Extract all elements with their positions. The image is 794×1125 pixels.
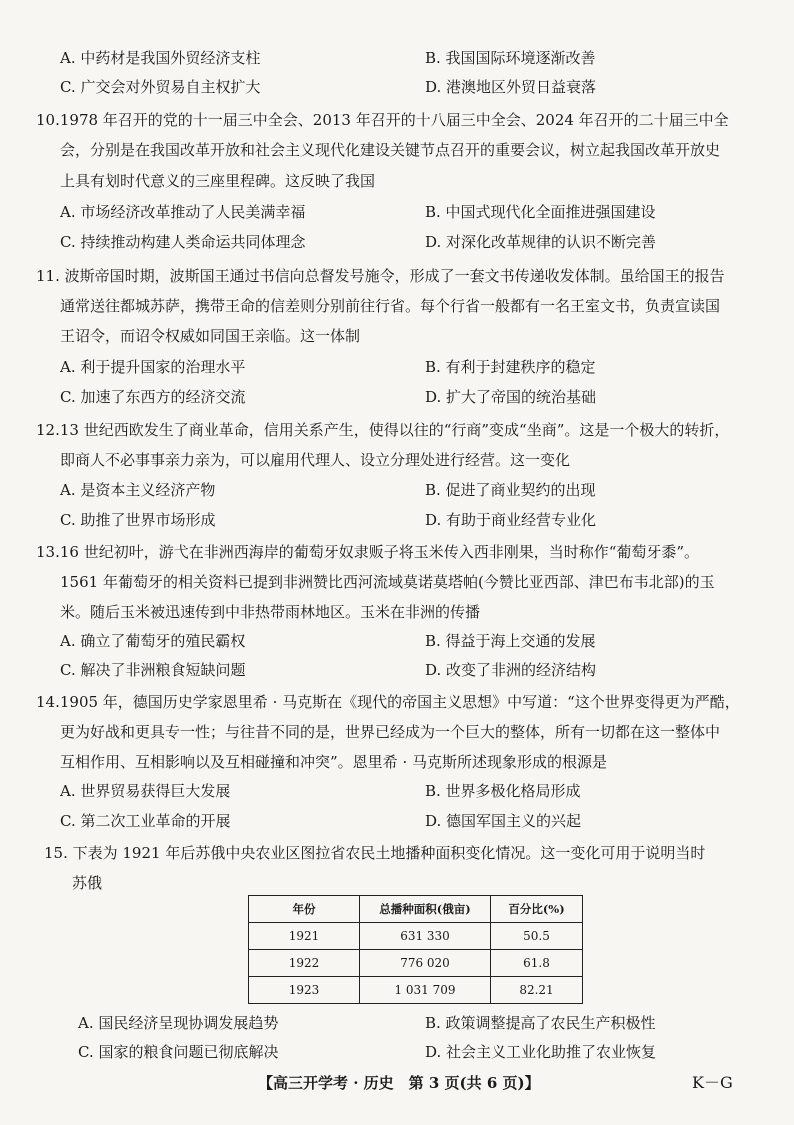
q12-option-a: A. 是资本主义经济产物 — [60, 481, 216, 499]
q14-stem-line3: 互相作用、互相影响以及互相碰撞和冲突”。恩里希 · 马克斯所述现象形成的根源是 — [60, 753, 607, 771]
q12-option-c: C. 助推了世界市场形成 — [60, 511, 216, 529]
sowing-area-table — [248, 895, 583, 1004]
table-cell-year: 1922 — [249, 950, 360, 977]
table-cell-year: 1921 — [249, 923, 360, 950]
q10-option-d: D. 对深化改革规律的认识不断完善 — [425, 233, 657, 251]
q13-stem-line1: 13.16 世纪初叶，游弋在非洲西海岸的葡萄牙奴隶贩子将玉米传入西非刚果，当时称作“葡萄牙黍”。 — [36, 543, 700, 561]
q11-option-d: D. 扩大了帝国的统治基础 — [425, 388, 597, 406]
q15-option-b: B. 政策调整提高了农民生产积极性 — [425, 1014, 656, 1032]
table-cell-percent: 50.5 — [491, 923, 583, 950]
q15-option-d: D. 社会主义工业化助推了农业恢复 — [425, 1043, 657, 1061]
table-cell-percent: 61.8 — [491, 950, 583, 977]
table-header-row — [249, 896, 583, 923]
q14-option-b: B. 世界多极化格局形成 — [425, 782, 581, 800]
q13-stem-line3: 米。随后玉米被迅速传到中非热带雨林地区。玉米在非洲的传播 — [60, 603, 481, 621]
q9-option-c: C. 广交会对外贸易自主权扩大 — [60, 78, 261, 96]
table-cell-area: 1 031 709 — [360, 977, 491, 1004]
table-row — [249, 977, 583, 1004]
q13-stem-line2: 1561 年葡萄牙的相关资料已提到非洲赞比西河流域莫诺莫塔帕(今赞比亚西部、津巴布韦北部)的玉 — [60, 573, 715, 591]
q13-option-c: C. 解决了非洲粮食短缺问题 — [60, 661, 246, 679]
q12-option-d: D. 有助于商业经营专业化 — [425, 511, 597, 529]
table-header-percent: 百分比(%) — [491, 896, 583, 923]
q12-option-b: B. 促进了商业契约的出现 — [425, 481, 596, 499]
q10-stem-line2: 会，分别是在我国改革开放和社会主义现代化建设关键节点召开的重要会议，树立起我国改革开放史 — [60, 141, 721, 159]
q15-stem-line2: 苏俄 — [72, 874, 103, 892]
table-cell-percent: 82.21 — [491, 977, 583, 1004]
q14-stem-line2: 更为好战和更具专一性；与往昔不同的是，世界已经成为一个巨大的整体，所有一切都在这一整体中 — [60, 723, 721, 741]
q14-option-d: D. 德国军国主义的兴起 — [425, 812, 582, 830]
paper-code: K－G — [692, 1073, 733, 1092]
table-row — [249, 923, 583, 950]
q13-option-a: A. 确立了葡萄牙的殖民霸权 — [60, 632, 246, 650]
q10-stem-line1: 10.1978 年召开的党的十一届三中全会、2013 年召开的十八届三中全会、2024 年召开的二十届三中全 — [36, 111, 729, 129]
q10-option-c: C. 持续推动构建人类命运共同体理念 — [60, 233, 306, 251]
q15-stem-line1: 15. 下表为 1921 年后苏俄中央农业区图拉省农民土地播种面积变化情况。这一变化可用于说明当时 — [44, 844, 706, 862]
q11-option-b: B. 有利于封建秩序的稳定 — [425, 358, 596, 376]
q9-option-d: D. 港澳地区外贸日益衰落 — [425, 78, 597, 96]
q11-option-a: A. 利于提升国家的治理水平 — [60, 358, 246, 376]
table-cell-area: 776 020 — [360, 950, 491, 977]
q9-option-b: B. 我国国际环境逐渐改善 — [425, 49, 596, 67]
q13-option-b: B. 得益于海上交通的发展 — [425, 632, 596, 650]
q12-stem-line1: 12.13 世纪西欧发生了商业革命，信用关系产生，使得以往的“行商”变成“坐商”。这是一个极大的转折， — [36, 421, 730, 439]
table-cell-year: 1923 — [249, 977, 360, 1004]
table-header-year: 年份 — [249, 896, 360, 923]
q15-option-c: C. 国家的粮食问题已彻底解决 — [78, 1043, 279, 1061]
table-header-area: 总播种面积(俄亩) — [360, 896, 491, 923]
q9-option-a: A. 中药材是我国外贸经济支柱 — [60, 49, 261, 67]
q11-stem-line3: 王诏令，而诏令权威如同国王亲临。这一体制 — [60, 327, 361, 345]
q13-option-d: D. 改变了非洲的经济结构 — [425, 661, 597, 679]
table-cell-area: 631 330 — [360, 923, 491, 950]
q15-option-a: A. 国民经济呈现协调发展趋势 — [78, 1014, 279, 1032]
q10-stem-line3: 上具有划时代意义的三座里程碑。这反映了我国 — [60, 172, 376, 190]
q10-option-a: A. 市场经济改革推动了人民美满幸福 — [60, 203, 306, 221]
page-footer: 【高三开学考 · 历史 第 3 页(共 6 页)】 — [258, 1074, 540, 1092]
q11-stem-line2: 通常送往都城苏萨，携带王命的信差则分别前往行省。每个行省一般都有一名王室文书，负责宣读国 — [60, 297, 721, 315]
q14-stem-line1: 14.1905 年，德国历史学家恩里希 · 马克斯在《现代的帝国主义思想》中写道：“这个世界变得更为严酷， — [36, 693, 740, 711]
q12-stem-line2: 即商人不必事事亲力亲为，可以雇用代理人、设立分理处进行经营。这一变化 — [60, 451, 571, 469]
table-row — [249, 950, 583, 977]
q10-option-b: B. 中国式现代化全面推进强国建设 — [425, 203, 656, 221]
q14-option-a: A. 世界贸易获得巨大发展 — [60, 782, 231, 800]
q11-stem-line1: 11. 波斯帝国时期，波斯国王通过书信向总督发号施令，形成了一套文书传递收发体制。虽给国王的报告 — [36, 267, 725, 285]
q14-option-c: C. 第二次工业革命的开展 — [60, 812, 231, 830]
q11-option-c: C. 加速了东西方的经济交流 — [60, 388, 246, 406]
